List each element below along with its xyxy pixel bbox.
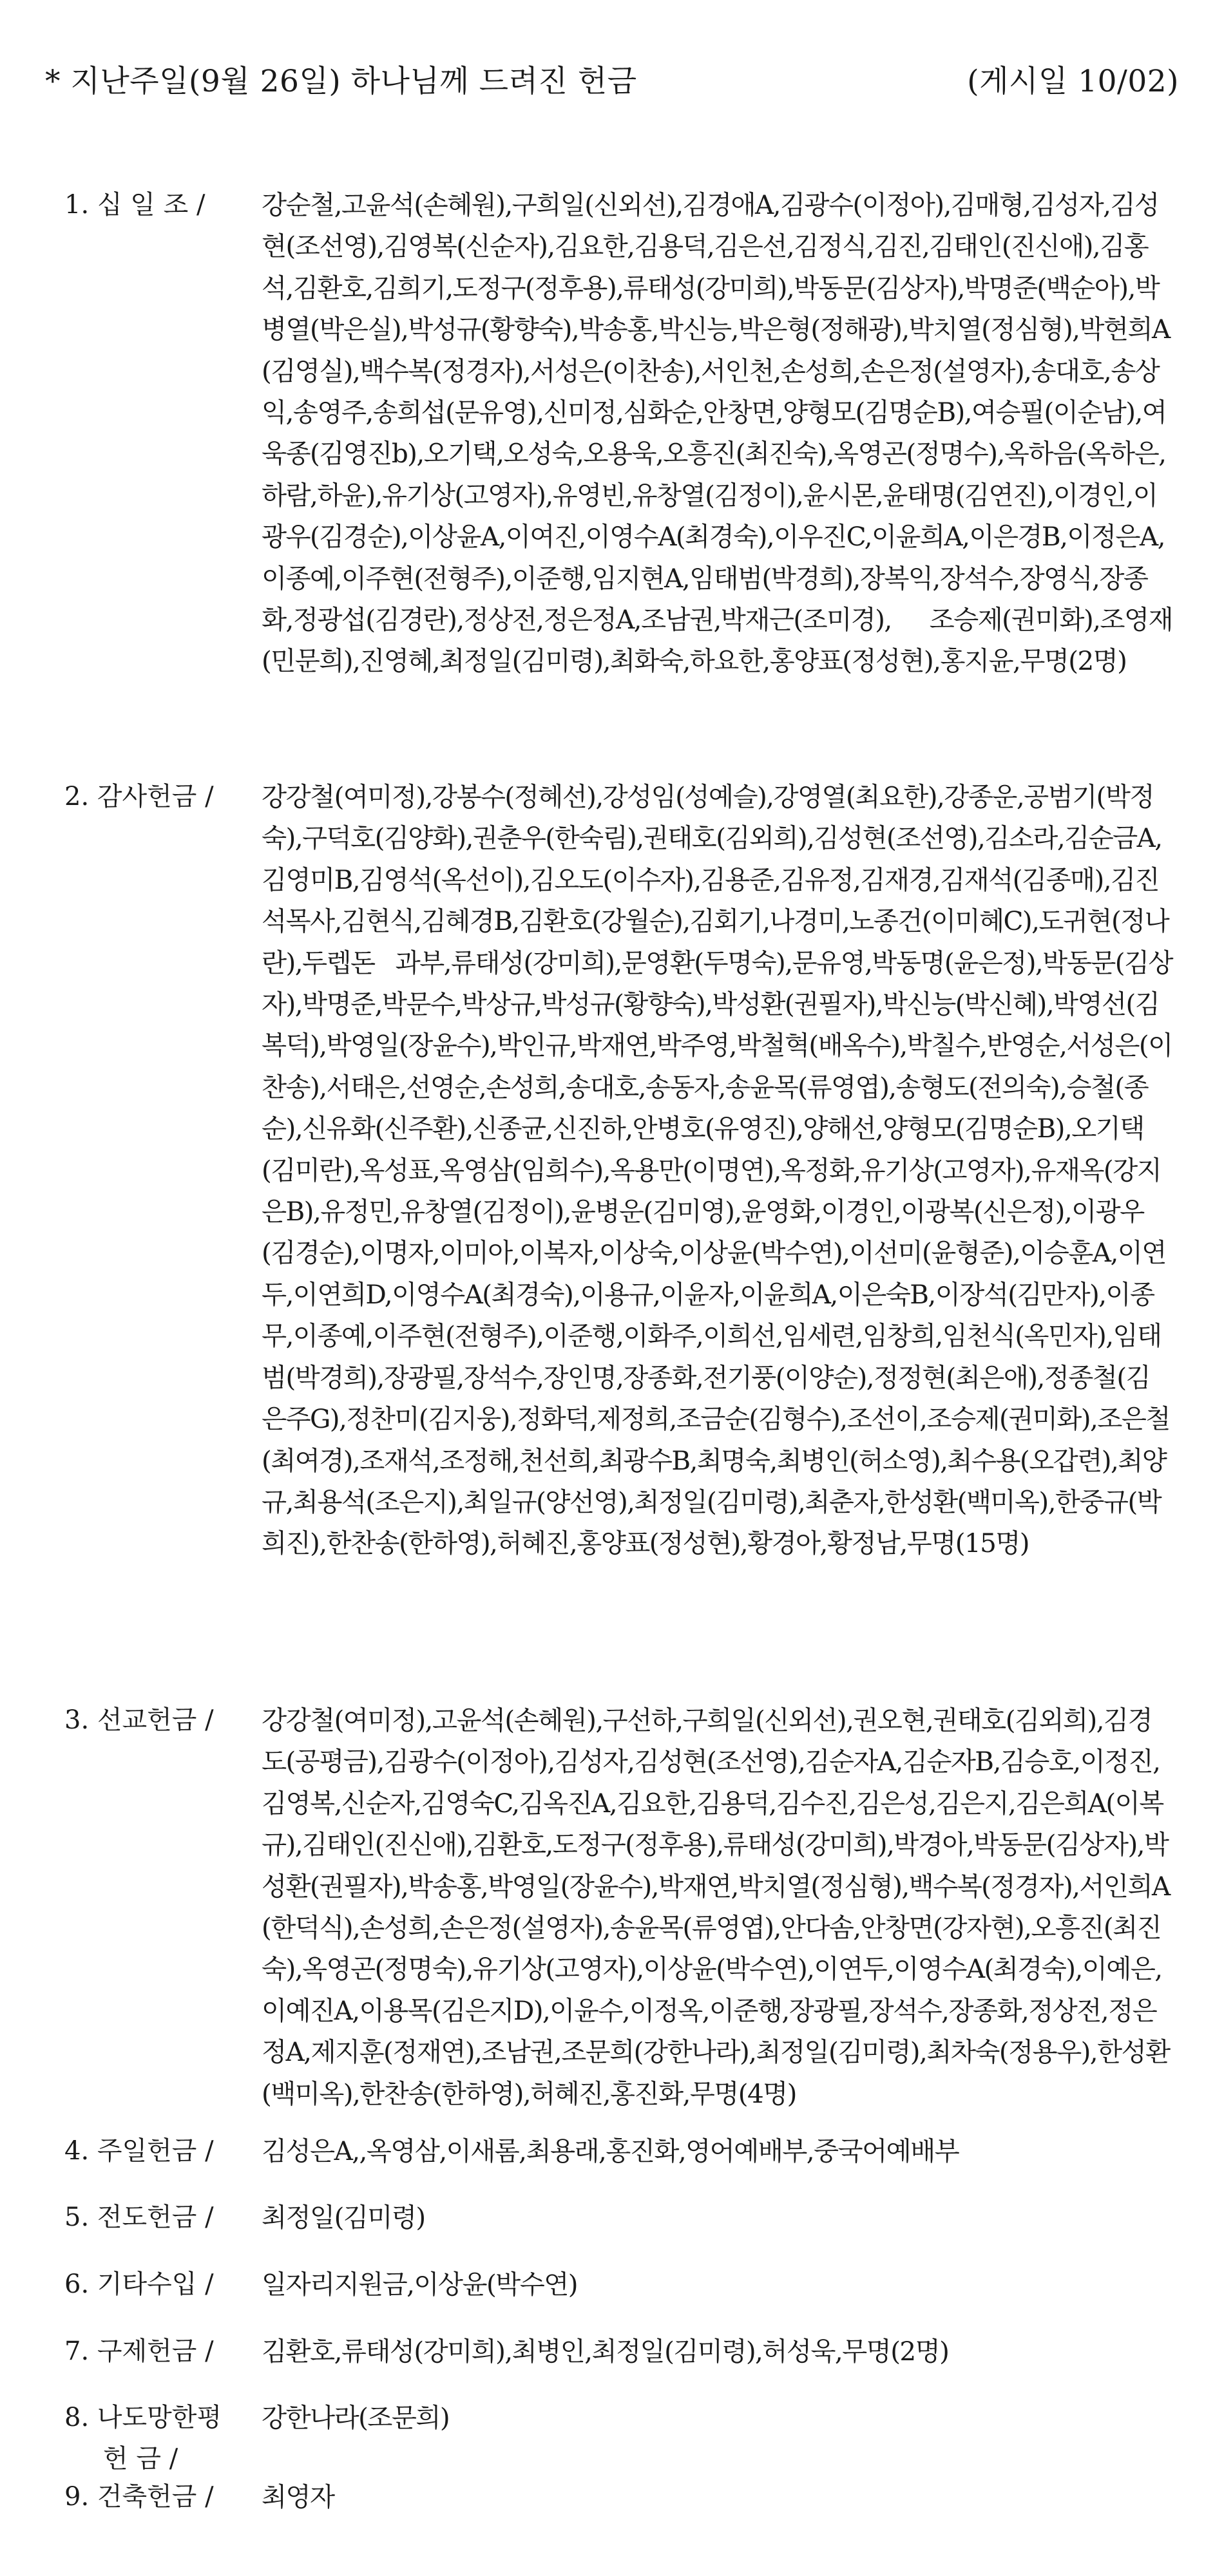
donor-list: 최영자 — [262, 2481, 334, 2512]
donor-list: 최정일(김미령) — [262, 2202, 425, 2233]
section-label: 7. 구제헌금 / — [64, 2336, 214, 2366]
donor-list: 김환호,류태성(강미희),최병인,최정일(김미령),허성욱,무명(2명) — [262, 2336, 949, 2367]
donor-list: 일자리지원금,이상윤(박수연) — [262, 2269, 577, 2300]
section-label: 6. 기타수입 / — [64, 2269, 214, 2299]
section-label: 5. 전도헌금 / — [64, 2202, 214, 2232]
section-label: 1. 십 일 조 / — [64, 190, 206, 220]
section-label: 2. 감사헌금 / — [64, 782, 214, 811]
posted-date: (게시일 10/02) — [967, 64, 1179, 99]
donor-list: 강강철(여미정),강봉수(정혜선),강성임(성예슬),강영열(최요한),강종운,공범기(박정숙),구덕호(김양화),권춘우(한숙림),권태호(김외희),김성현(조선영),김소라,김순금A,김영미B,김영석(옥선이),김오도(이수자),김용준,김유정,김재경,김재석(김종매),김진석목사,김현식,김혜경B,김환호(강월순),김회기,나경미,노종건(이미혜C),도귀현(정나란),두렙돈 과부,류태성(강미희),문영환(두명숙),문유영,박동명(윤은정),박동문(김상자),박명준,박문수,박상규,박성규(황향숙),박성환(권필자),박신능(박신혜),박영선(김복덕),박영일(장윤수),박인규,박재연,박주영,박철혁(배옥수),박칠수,반영순,서성은(이찬송),서태은,선영순,손성희,송대호,송동자,송윤목(류영엽),송형도(전의숙),승철(종순),신유화(신주환),신종균,신진하,안병호(유영진),양해선,양형모(김명순B),오기택(김미란),옥성표,옥영삼(임희수),옥용만(이명연),옥정화,유기상(고영자),유재옥(강지은B),유정민,유창열(김정이),윤병운(김미영),윤영화,이경인,이광복(신은정),이광우(김경순),이명자,이미아,이복자,이상숙,이상윤(박수연),이선미(윤형준),이승훈A,이연두,이연희D,이영수A(최경숙),이용규,이윤자,이윤희A,이은숙B,이장석(김만자),이종무,이종예,이주현(전형주),이준행,이화주,이희선,임세련,임창희,임천식(옥민자),임태범(박경희),장광필,장석수,장인명,장종화,전기풍(이양순),정정현(최은애),정종철(김은주G),정찬미(김지웅),정화덕,제정희,조금순(김형수),조선이,조승제(권미화),조은철(최여경),조재석,조정해,천선희,최광수B,최명숙,최병인(허소영),최수용(오갑련),최양규,최용석(조은지),최일규(양선영),최정일(김미령),최춘자,한성환(백미옥),한중규(박희진),한찬송(한하영),허혜진,홍양표(정성현),황경아,황정남,무명(15명) — [262, 781, 1172, 1559]
bulletin-header — [45, 59, 1179, 104]
donor-list: 강순철,고윤석(손혜원),구희일(신외선),김경애A,김광수(이정아),김매형,김성자,김성현(조선영),김영복(신순자),김요한,김용덕,김은선,김정식,김진,김태인(진신애),김홍석,김환호,김희기,도정구(정후용),류태성(강미희),박동문(김상자),박명준(백순아),박병열(박은실),박성규(황향숙),박송홍,박신능,박은형(정해광),박치열(정심형),박현희A(김영실),백수복(정경자),서성은(이찬송),서인천,손성희,손은정(설영자),송대호,송상익,송영주,송희섭(문유영),신미정,심화순,안창면,양형모(김명순B),여승필(이순남),여욱종(김영진b),오기택,오성숙,오용욱,오흥진(최진숙),옥영곤(정명수),옥하음(옥하은,하람,하윤),유기상(고영자),유영빈,유창열(김정이),윤시몬,윤태명(김연진),이경인,이광우(김경순),이상윤A,이여진,이영수A(최경숙),이우진C,이윤희A,이은경B,이정은A,이종예,이주현(전형주),이준행,임지현A,임태범(박경희),장복익,장석수,장영식,장종화,정광섭(김경란),정상전,정은정A,조남권,박재근(조미경), 조승제(권미화),조영재(민문희),진영혜,최정일(김미령),최화숙,하요한,홍양표(정성현),홍지윤,무명(2명) — [262, 189, 1172, 677]
bulletin-title: * 지난주일(9월 26일) 하나님께 드려진 헌금 — [45, 64, 637, 99]
section-label: 4. 주일헌금 / — [64, 2136, 214, 2166]
section-label: 8. 나도망한평 — [64, 2403, 222, 2432]
section-label: 3. 선교헌금 / — [64, 1705, 214, 1735]
donor-list: 김성은A,,옥영삼,이새롬,최용래,홍진화,영어예배부,중국어예배부 — [262, 2136, 959, 2166]
donor-list: 강한나라(조문희) — [262, 2402, 450, 2433]
section-label-line2: 헌 금 / — [103, 2444, 178, 2474]
section-label: 9. 건축헌금 / — [64, 2482, 214, 2512]
donor-list: 강강철(여미정),고윤석(손혜원),구선하,구희일(신외선),권오현,권태호(김외희),김경도(공평금),김광수(이정아),김성자,김성현(조선영),김순자A,김순자B,김승호,이정진,김영복,신순자,김영숙C,김옥진A,김요한,김용덕,김수진,김은성,김은지,김은희A(이복규),김태인(진신애),김환호,도정구(정후용),류태성(강미희),박경아,박동문(김상자),박성환(권필자),박송홍,박영일(장윤수),박재연,박치열(정심형),백수복(정경자),서인희A(한덕식),손성희,손은정(설영자),송윤목(류영엽),안다솜,안창면(강자현),오흥진(최진숙),옥영곤(정명숙),유기상(고영자),이상윤(박수연),이연두,이영수A(최경숙),이예은,이예진A,이용목(김은지D),이윤수,이정옥,이준행,장광필,장석수,장종화,정상전,정은정A,제지훈(정재연),조남권,조문희(강한나라),최정일(김미령),최차숙(정용우),한성환(백미옥),한찬송(한하영),허혜진,홍진화,무명(4명) — [262, 1705, 1170, 2109]
